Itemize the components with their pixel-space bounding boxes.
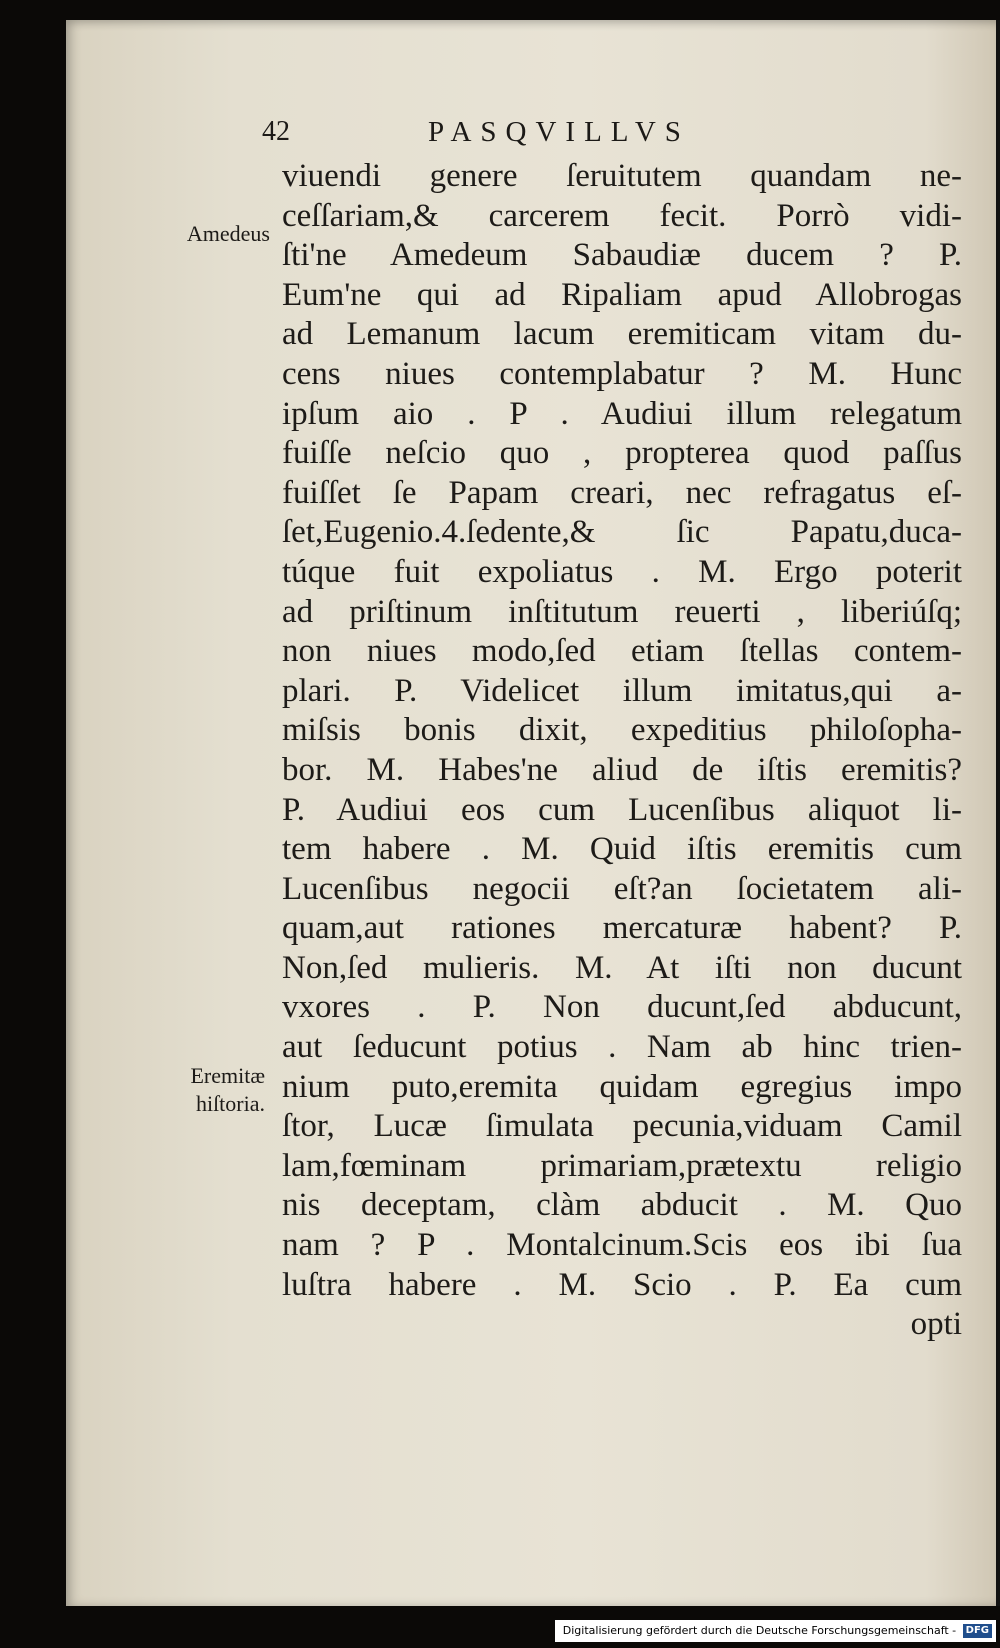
text-line: non niues modo,ſed etiam ſtellas contem- xyxy=(282,633,962,670)
text-line: fuiſſe neſcio quo , propterea quod paſſus xyxy=(282,435,962,472)
margin-note-eremitae-historia xyxy=(145,1062,265,1118)
text-line: ipſum aio . P . Audiui illum relegatum xyxy=(282,395,962,432)
running-title: PASQVILLVS xyxy=(428,116,690,148)
text-line: nam ? P . Montalcinum.Scis eos ibi ſua xyxy=(282,1227,962,1264)
page-number: 42 xyxy=(262,116,290,147)
text-line: Lucenſibus negocii eſt?an ſocietatem ali- xyxy=(282,870,962,907)
text-line: nis deceptam, clàm abducit . M. Quo xyxy=(282,1187,962,1224)
text-line: fuiſſet ſe Papam creari, nec refragatus eſ- xyxy=(282,474,962,511)
text-line: lam,fœminam primariam,prætextu religio xyxy=(282,1147,962,1184)
text-line: ſti'ne Amedeum Sabaudiæ ducem ? P. xyxy=(282,237,962,274)
text-line: cens niues contemplabatur ? M. Hunc xyxy=(282,355,962,392)
text-line: luſtra habere . M. Scio . P. Ea cum xyxy=(282,1266,962,1303)
text-line: bor. M. Habes'ne aliud de iſtis eremitis? xyxy=(282,751,962,788)
text-line: ſtor, Lucæ ſimulata pecunia,viduam Camil xyxy=(282,1108,962,1145)
dfg-logo: DFG xyxy=(963,1624,992,1638)
margin-note-line: Eremitæ xyxy=(190,1063,265,1088)
text-line: vxores . P. Non ducunt,ſed abducunt, xyxy=(282,989,962,1026)
running-head xyxy=(262,112,782,152)
text-line: quam,aut rationes mercaturæ habent? P. xyxy=(282,910,962,947)
text-line: ad Lemanum lacum eremiticam vitam du- xyxy=(282,316,962,353)
text-line: miſsis bonis dixit, expeditius philoſopha- xyxy=(282,712,962,749)
catchword: opti xyxy=(910,1306,962,1343)
text-line: Non,ſed mulieris. M. At iſti non ducunt xyxy=(282,949,962,986)
text-line: aut ſeducunt potius . Nam ab hinc trien- xyxy=(282,1029,962,1066)
text-line: túque fuit expoliatus . M. Ergo poterit xyxy=(282,553,962,590)
text-line: ad priſtinum inſtitutum reuerti , liberiúſq; xyxy=(282,593,962,630)
margin-note-amedeus: Amedeus xyxy=(186,221,270,246)
text-line: P. Audiui eos cum Lucenſibus aliquot li- xyxy=(282,791,962,828)
body-text xyxy=(282,157,962,1345)
text-line: ſet,Eugenio.4.ſedente,& ſic Papatu,duca- xyxy=(282,514,962,551)
text-line: Eum'ne qui ad Ripaliam apud Allobrogas xyxy=(282,276,962,313)
credit-text: Digitalisierung gefördert durch die Deutsche Forschungsgemeinschaft - xyxy=(562,1624,957,1637)
page-edge xyxy=(996,20,1000,1606)
margin-note-line: hiſtoria. xyxy=(195,1091,265,1116)
text-line: nium puto,eremita quidam egregius impo xyxy=(282,1068,962,1105)
text-line: plari. P. Videlicet illum imitatus,qui a- xyxy=(282,672,962,709)
text-line: ceſſariam,& carcerem fecit. Porrò vidi- xyxy=(282,197,962,234)
text-line: viuendi genere ſeruitutem quandam ne- xyxy=(282,158,962,194)
text-line: tem habere . M. Quid iſtis eremitis cum xyxy=(282,831,962,868)
digitization-credit xyxy=(555,1620,996,1642)
